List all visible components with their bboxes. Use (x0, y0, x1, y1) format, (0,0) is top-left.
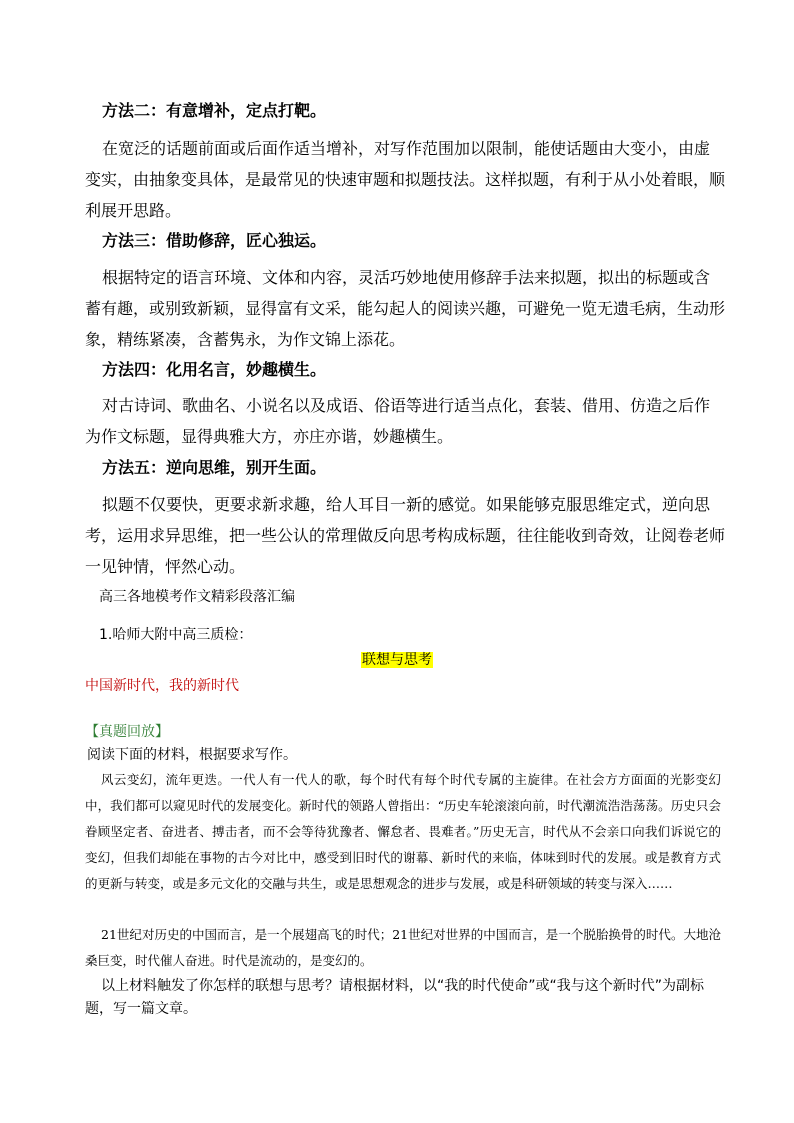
essay-title: 中国新时代，我的新时代 (85, 678, 239, 694)
material-paragraph-1: 风云变幻，流年更迭。一代人有一代人的歌，每个时代有每个时代专属的主旋律。在社会方方面面的光影变幻中，我们都可以窥见时代的发展变化。新时代的领路人曾指出：“历史车轮滚滚向前，时代潮流浩浩荡荡。历史只会眷顾坚定者、奋进者、搏击者，而不会等待犹豫者、懈怠者、畏难者。”历史无言，时代从不会亲口向我们诉说它的变幻，但我们却能在事物的古今对比中，感受到旧时代的谢幕、新时代的来临，体味到时代的发展。或是教育方式的更新与转变，或是多元文化的交融与共生，或是思想观念的进步与发展，或是科研领域的转变与深入…… (85, 772, 721, 891)
instruction: 阅读下面的材料，根据要求写作。 (87, 747, 297, 763)
question: 以上材料触发了你怎样的联想与思考？请根据材料，以“我的时代使命”或“我与这个新时代”为副标题，写一篇文章。 (85, 978, 705, 1017)
method5-heading: 方法五：逆向思维，别开生面。 (102, 458, 327, 477)
method4-body: 对古诗词、歌曲名、小说名以及成语、俗语等进行适当点化，套装、借用、仿造之后作为作文标题，显得典雅大方，亦庄亦谐，妙趣横生。 (85, 396, 711, 446)
method4-heading: 方法四：化用名言，妙趣横生。 (102, 360, 327, 379)
highlight-row (0, 649, 794, 671)
item1-label: 1.哈师大附中高三质检： (99, 627, 253, 643)
section-title: 高三各地模考作文精彩段落汇编 (99, 589, 295, 605)
method2-heading: 方法二：有意增补，定点打靶。 (102, 101, 327, 120)
highlight-label: 联想与思考 (362, 652, 432, 668)
material-paragraph-2: 21世纪对历史的中国而言，是一个展翅高飞的时代；21世纪对世界的中国而言，是一个脱胎换骨的时代。大地沧桑巨变，时代催人奋进。时代是流动的，是变幻的。 (85, 927, 721, 968)
method3-heading: 方法三：借助修辞，匠心独运。 (102, 231, 327, 250)
bracket-label: 【真题回放】 (85, 724, 169, 740)
method3-body: 根据特定的语言环境、文体和内容，灵活巧妙地使用修辞手法来拟题，拟出的标题或含蓄有趣，或别致新颖，显得富有文采，能勾起人的阅读兴趣，可避免一览无遗毛病，生动形象，精练紧凑，含蓄隽永，为作文锦上添花。 (85, 268, 726, 349)
method2-body: 在宽泛的话题前面或后面作适当增补，对写作范围加以限制，能使话题由大变小，由虚变实，由抽象变具体，是最常见的快速审题和拟题技法。这样拟题，有利于从小处着眼，顺利展开思路。 (85, 139, 726, 220)
method5-body: 拟题不仅要快，更要求新求趣，给人耳目一新的感觉。如果能够克服思维定式，逆向思考，运用求异思维，把一些公认的常理做反向思考构成标题，往往能收到奇效，让阅卷老师一见钟情，怦然心动。 (85, 495, 726, 576)
